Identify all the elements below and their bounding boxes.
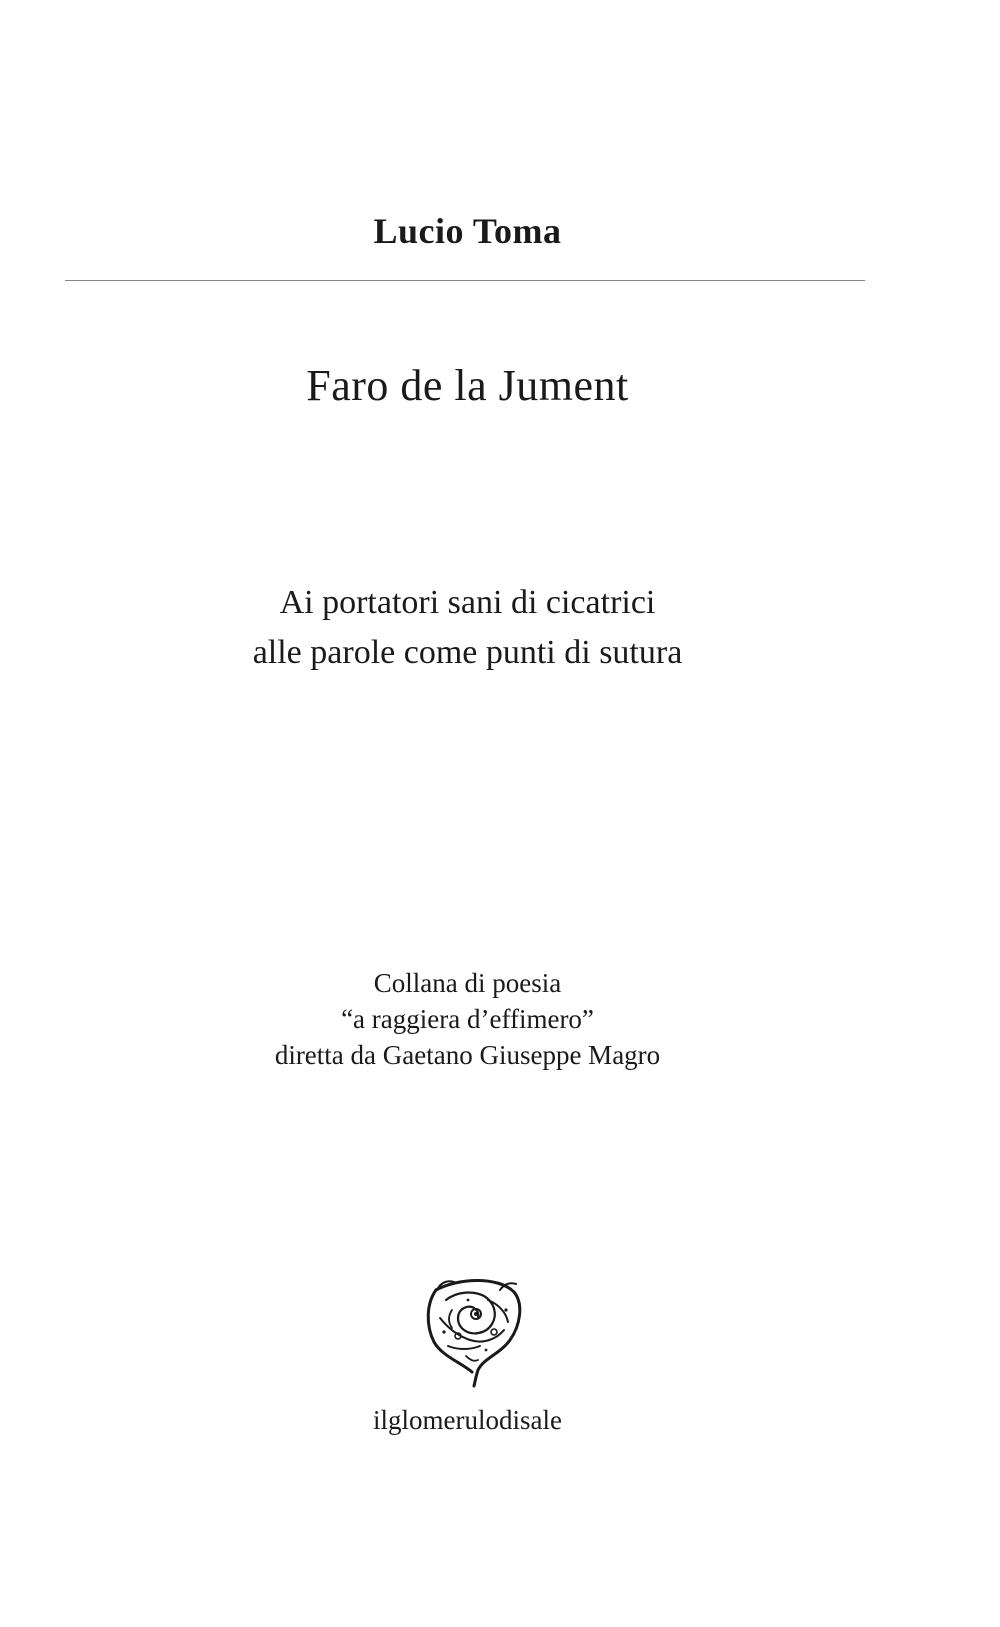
series-line: Collana di poesia: [373, 968, 562, 998]
series-line: diretta da Gaetano Giuseppe Magro: [274, 1040, 661, 1070]
dedication-line: Ai portatori sani di cicatrici: [279, 584, 656, 621]
author-name: Lucio Toma: [373, 211, 562, 251]
horizontal-rule: [65, 280, 865, 281]
dedication: [0, 578, 935, 678]
series-info: [0, 965, 935, 1073]
publisher-name: ilglomerulodisale: [373, 1405, 562, 1435]
series-line: “a raggiera d’effimero”: [341, 1004, 594, 1034]
glomerulus-logo-icon: [418, 1270, 528, 1390]
dedication-line: alle parole come punti di sutura: [252, 634, 683, 671]
book-title: Faro de la Jument: [306, 361, 629, 410]
